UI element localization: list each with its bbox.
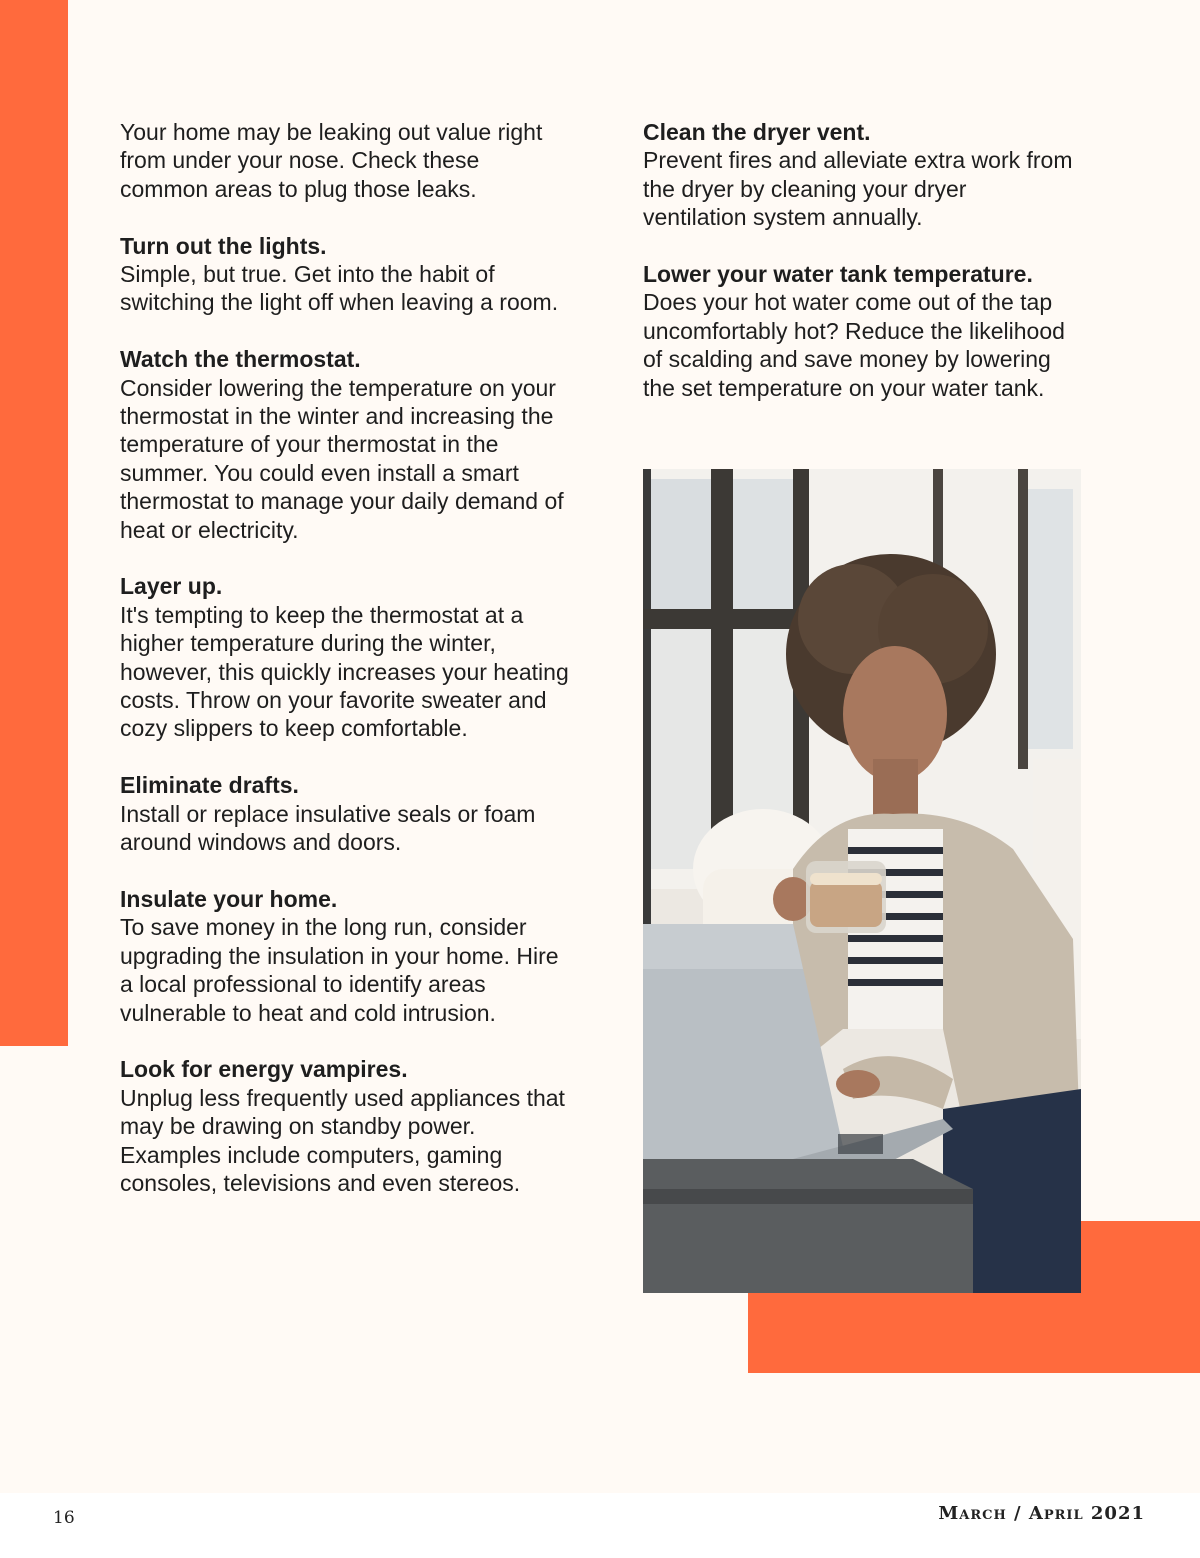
tip-insulate-home: [120, 885, 570, 1027]
tip-body: Consider lowering the temperature on your thermostat in the winter and increasing the temperature of your thermostat in the summer. You could even install a smart thermostat to manage your daily demand of heat or electricity.: [120, 374, 564, 543]
tip-eliminate-drafts: [120, 771, 570, 856]
tip-heading: Look for energy vampires.: [120, 1056, 408, 1083]
article-intro: Your home may be leaking out value right from under your nose. Check these common areas to plug those leaks.: [120, 119, 543, 202]
article-column-left: [120, 118, 570, 1226]
issue-date: March / April 2021: [938, 1503, 1145, 1524]
tip-body: To save money in the long run, consider upgrading the insulation in your home. Hire a local professional to identify areas vulnerable to heat and cold intrusion.: [120, 914, 559, 1026]
tip-heading: Insulate your home.: [120, 885, 338, 912]
tip-layer-up: [120, 572, 570, 742]
page-number: 16: [53, 1508, 75, 1528]
tip-turn-out-lights: [120, 232, 570, 317]
tip-body: Unplug less frequently used appliances that may be drawing on standby power. Examples include computers, gaming consoles, televisions and even stereos.: [120, 1084, 565, 1196]
tip-heading: Layer up.: [120, 573, 223, 600]
tip-heading: Watch the thermostat.: [120, 346, 361, 373]
tip-heading: Turn out the lights.: [120, 232, 327, 259]
article-column-right: [643, 118, 1073, 430]
tip-dryer-vent: [643, 118, 1073, 232]
tip-heading: Clean the dryer vent.: [643, 119, 871, 145]
tip-water-tank: [643, 260, 1073, 402]
woman-with-laptop-photo: [643, 469, 1081, 1293]
accent-bar-left: [0, 0, 68, 1046]
tip-energy-vampires: [120, 1055, 570, 1197]
tip-heading: Lower your water tank temperature.: [643, 261, 1033, 288]
tip-body: Install or replace insulative seals or foam around windows and doors.: [120, 800, 536, 856]
tip-body: Simple, but true. Get into the habit of switching the light off when leaving a room.: [120, 261, 559, 316]
tip-body: It's tempting to keep the thermostat at a higher temperature during the winter, however, this quickly increases your heating costs. Throw on your favorite sweater and cozy slippers to keep comfortable.: [120, 601, 569, 742]
tip-heading: Eliminate drafts.: [120, 772, 299, 799]
tip-watch-thermostat: [120, 345, 570, 544]
tip-body: Does your hot water come out of the tap uncomfortably hot? Reduce the likelihood of scalding and save money by lowering the set temperature on your water tank.: [643, 289, 1065, 401]
tip-body: Prevent fires and alleviate extra work from the dryer by cleaning your dryer ventilation system annually.: [643, 147, 1073, 231]
